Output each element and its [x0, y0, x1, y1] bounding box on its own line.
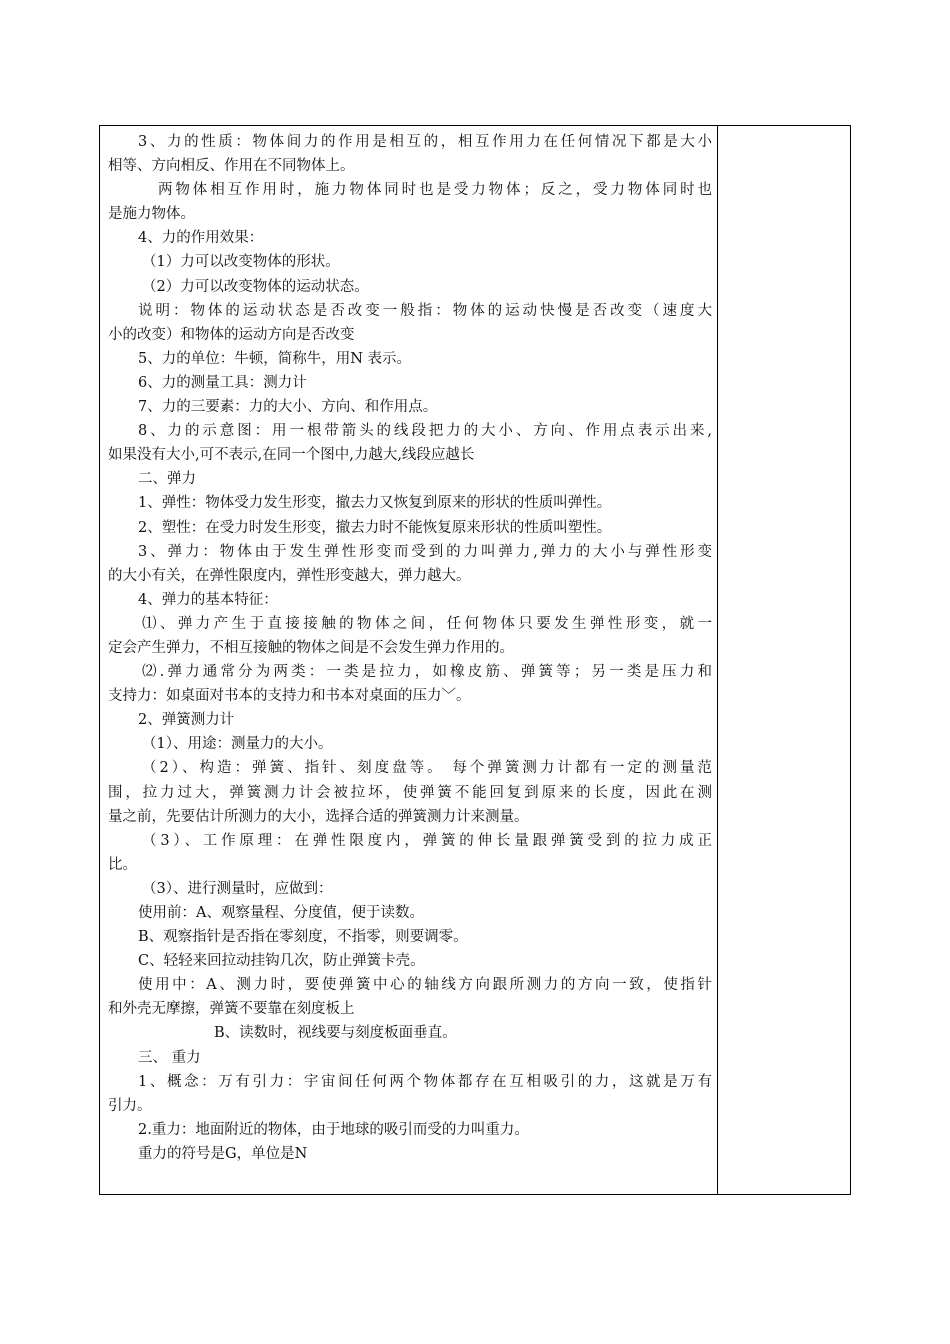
- text-line: 5、力的单位：牛顿，简称牛，用N 表示。: [138, 350, 412, 367]
- text-line: 二、弹力: [138, 471, 196, 488]
- text-line: 3、弹力：物体由于发生弹性形变而受到的力叫弹力,弹力的大小与弹性形变: [138, 543, 712, 560]
- text-line: ⑵.弹力通常分为两类：一类是拉力，如橡皮筋、弹簧等；另一类是压力和: [142, 664, 712, 681]
- text-line: 4、力的作用效果：: [138, 230, 264, 247]
- text-line: （1）力可以改变物体的形状。: [142, 254, 340, 271]
- text-line: 和外壳无摩擦，弹簧不要靠在刻度板上: [108, 1001, 355, 1018]
- text-line: 小的改变）和物体的运动方向是否改变: [108, 326, 355, 343]
- text-line: （2）力可以改变物体的运动状态。: [142, 278, 369, 295]
- text-line: 定会产生弹力，不相互接触的物体之间是不会发生弹力作用的。: [108, 639, 514, 656]
- notes-cell: [718, 126, 850, 1194]
- text-line: B、读数时，视线要与刻度板面垂直。: [214, 1025, 457, 1042]
- text-line: 说明：物体的运动状态是否改变一般指：物体的运动快慢是否改变（速度大: [138, 302, 712, 319]
- text-line: 重力的符号是G，单位是N: [138, 1145, 308, 1162]
- text-line: 使用中：A、测力时，要使弹簧中心的轴线方向跟所测力的方向一致，使指针: [138, 977, 712, 994]
- text-line: 1、弹性：物体受力发生形变，撤去力又恢复到原来的形状的性质叫弹性。: [138, 495, 612, 512]
- text-line: （3）、进行测量时，应做到：: [142, 880, 333, 897]
- text-line: 量之前，先要估计所测力的大小，选择合适的弹簧测力计来测量。: [108, 808, 529, 825]
- text-line: 是施力物体。: [108, 206, 195, 223]
- text-line: 的大小有关，在弹性限度内，弹性形变越大，弹力越大。: [108, 567, 471, 584]
- text-line: 6、力的测量工具：测力计: [138, 374, 307, 391]
- text-line: 如果没有大小,可不表示,在同一个图中,力越大,线段应越长: [108, 447, 475, 464]
- text-line: B、观察指针是否指在零刻度，不指零，则要调零。: [138, 929, 468, 946]
- text-line: 比。: [108, 856, 137, 873]
- text-line: 8、力的示意图：用一根带箭头的线段把力的大小、方向、作用点表示出来,: [138, 423, 712, 440]
- text-line: 相等、方向相反、作用在不同物体上。: [108, 158, 355, 175]
- text-line: C、轻轻来回拉动挂钩几次，防止弹簧卡壳。: [138, 953, 425, 970]
- text-line: 1、概念：万有引力：宇宙间任何两个物体都存在互相吸引的力，这就是万有: [138, 1073, 712, 1090]
- text-line: 支持力：如桌面对书本的支持力和书本对桌面的压力﹀。: [108, 688, 471, 705]
- text-line: 2.重力：地面附近的物体，由于地球的吸引而受的力叫重力。: [138, 1121, 529, 1138]
- text-line: 使用前：A、观察量程、分度值，便于读数。: [138, 905, 424, 921]
- text-line: 3、力的性质：物体间力的作用是相互的，相互作用力在任何情况下都是大小: [138, 134, 712, 150]
- text-line: ⑴、弹力产生于直接接触的物体之间，任何物体只要发生弹性形变，就一: [142, 615, 712, 632]
- text-line: 2、弹簧测力计: [138, 712, 235, 729]
- text-line: 两物体相互作用时，施力物体同时也是受力物体；反之，受力物体同时也: [158, 182, 712, 199]
- text-line: 2、塑性：在受力时发生形变，撤去力时不能恢复原来形状的性质叫塑性。: [138, 519, 612, 536]
- content-table: [99, 125, 851, 1195]
- main-text-cell: [108, 130, 712, 1166]
- text-line: 7、力的三要素：力的大小、方向、和作用点。: [138, 399, 438, 416]
- text-line: 围，拉力过大，弹簧测力计会被拉坏，使弹簧不能回复到原来的长度，因此在测: [108, 784, 712, 801]
- text-line: 三、 重力: [138, 1049, 201, 1066]
- text-line: （2）、构造：弹簧、指针、刻度盘等。 每个弹簧测力计都有一定的测量范: [142, 760, 712, 777]
- text-line: （1）、用途：测量力的大小。: [142, 736, 333, 753]
- text-line: （3）、工作原理：在弹性限度内，弹簧的伸长量跟弹簧受到的拉力成正: [142, 832, 712, 849]
- text-line: 4、弹力的基本特征：: [138, 591, 278, 608]
- text-line: 引力。: [108, 1097, 152, 1114]
